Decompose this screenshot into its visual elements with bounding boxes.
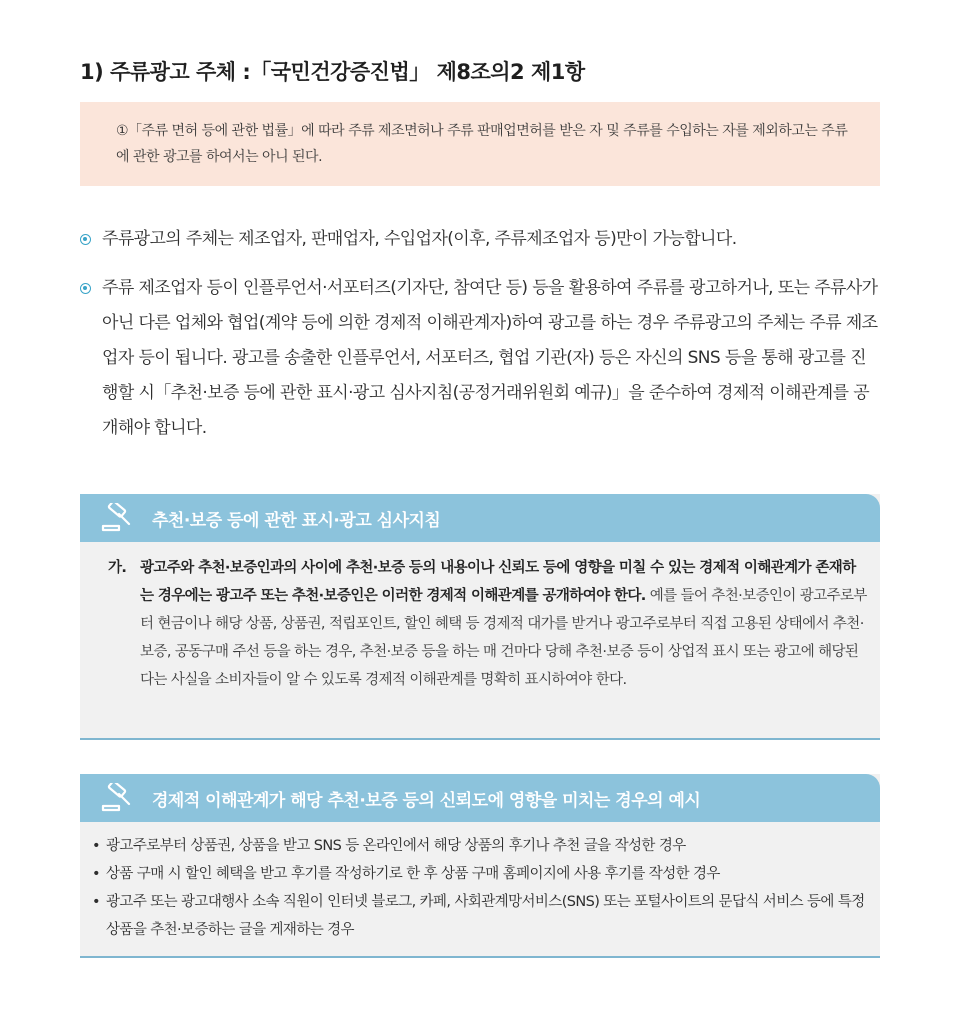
guideline-card: [80, 494, 880, 740]
card-title: 추천·보증 등에 관한 표시·광고 심사지침: [152, 510, 441, 531]
bullet-text: 주류 제조업자 등이 인플루언서·서포터즈(기자단, 참여단 등) 등을 활용하여 주류를 광고하거나, 또는 주류사가 아닌 다른 업체와 협업(계약 등에 의한 경제적 이해관계자)하여 광고를 하는 경우 주류광고의 주체는 주류 제조업자 등이 됩니다. 광고를 송출한 인플루언서, 서포터즈, 협업 기관(자) 등은 자신의 SNS 등을 통해 광고를 진행할 시「추천·보증 등에 관한 표시·광고 심사지침(공정거래위원회 예규)」을 준수하여 경제적 이해관계를 공개해야 합니다.: [102, 278, 878, 438]
guideline-item: [80, 542, 880, 694]
example-text: 광고주 또는 광고대행사 소속 직원이 인터넷 블로그, 카페, 사회관계망서비스(SNS) 또는 포털사이트의 문답식 서비스 등에 특정 상품을 추천·보증하는 글을 게재하는 경우: [106, 894, 865, 938]
list-item: [92, 860, 868, 888]
bullet-dot-icon: •: [92, 838, 100, 854]
guideline-bold-text: 광고주와 추천·보증인과의 사이에 추천·보증 등의 내용이나 신뢰도 등에 영향을 미칠 수 있는 경제적 이해관계가 존재하는 경우에는 광고주 또는 추천·보증인은 이러한 경제적 이해관계를 공개하여야 한다.: [140, 560, 856, 604]
example-text: 상품 구매 시 할인 혜택을 받고 후기를 작성하기로 한 후 상품 구매 홈페이지에 사용 후기를 작성한 경우: [106, 866, 720, 882]
bullet-dot-icon: •: [92, 894, 100, 910]
list-item: [92, 888, 868, 944]
guideline-normal-text: 예를 들어 추천·보증인이 광고주로부터 현금이나 해당 상품, 상품권, 적립포인트, 할인 혜택 등 경제적 대가를 받거나 광고주로부터 직접 고용된 상태에서 추천·보증, 공동구매 주선 등을 하는 경우, 추천·보증 등을 하는 매 건마다 당해 추천·보증 등이 상업적 표시 또는 광고에 해당된다는 사실을 소비자들이 알 수 있도록 경제적 이해관계를 명확히 표시하여야 한다.: [140, 588, 867, 688]
circle-dot-icon: [80, 283, 91, 294]
circle-dot-icon: [80, 234, 91, 245]
list-item: [92, 832, 868, 860]
gavel-icon: [100, 503, 134, 533]
item-marker: 가.: [108, 560, 127, 576]
card-header: [80, 494, 880, 542]
bullet-text: 주류광고의 주체는 제조업자, 판매업자, 수입업자(이후, 주류제조업자 등)만이 가능합니다.: [102, 229, 737, 249]
section-title: 1) 주류광고 주체 :「국민건강증진법」 제8조의2 제1항: [80, 60, 585, 84]
example-list: [80, 822, 880, 944]
bullet-item: [80, 271, 880, 446]
bullet-item: [80, 222, 880, 257]
card-title: 경제적 이해관계가 해당 추천·보증 등의 신뢰도에 영향을 미치는 경우의 예시: [152, 790, 701, 811]
bullet-list: [80, 222, 880, 460]
law-quote-box: [80, 102, 880, 186]
example-text: 광고주로부터 상품권, 상품을 받고 SNS 등 온라인에서 해당 상품의 후기나 추천 글을 작성한 경우: [106, 838, 686, 854]
card-header: [80, 774, 880, 822]
bullet-dot-icon: •: [92, 866, 100, 882]
examples-card: [80, 774, 880, 958]
law-text: ①「주류 면허 등에 관한 법률」에 따라 주류 제조면허나 주류 판매업면허를 받은 자 및 주류를 수입하는 자를 제외하고는 주류에 관한 광고를 하여서는 아니 된다.: [116, 123, 848, 165]
gavel-icon: [100, 783, 134, 813]
